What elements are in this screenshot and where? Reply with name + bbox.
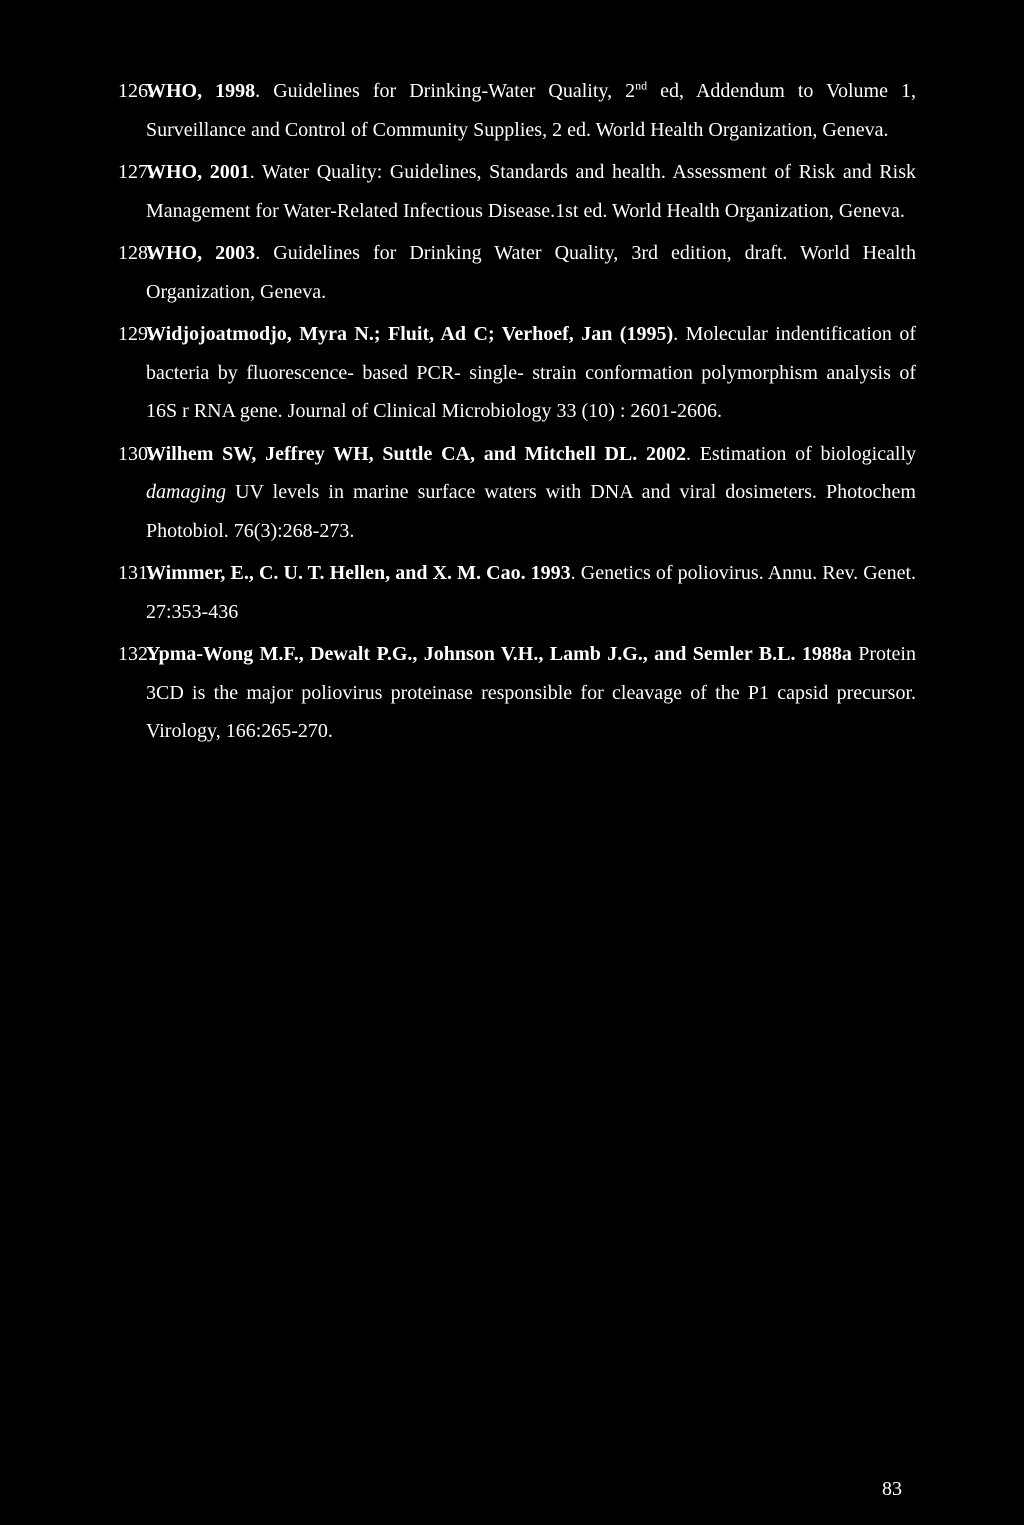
reference-number: 129.	[118, 323, 153, 345]
reference-text	[146, 234, 916, 311]
reference-title: . Estimation of biologically	[685, 442, 917, 465]
reference-authors: WHO, 1998	[146, 80, 256, 102]
reference-details: . Molecular indentification of bacteria by fluorescence- based PCR- single- strain conformation polymorphism analysis of 16S r RNA gene. Journal of Clinical Microbiology 33 (10) : 2601-2606.	[146, 323, 917, 422]
reference-title: . Guidelines for Drinking-Water Quality, 2	[255, 80, 636, 102]
reference-item-129	[118, 315, 917, 431]
reference-item-127	[118, 153, 916, 230]
reference-text	[146, 153, 916, 230]
reference-details: . Water Quality: Guidelines, Standards and health. Assessment of Risk and Risk Management for Water-Related Infectious Disease.1st ed. World Health Organization, Geneva.	[146, 161, 916, 222]
reference-number: 126.	[118, 80, 153, 102]
reference-authors: Wilhem SW, Jeffrey WH, Suttle CA, and Mitchell DL. 2002	[146, 442, 686, 465]
reference-italic-term: damaging	[146, 481, 226, 503]
reference-details: . Guidelines for Drinking Water Quality, 3rd edition, draft. World Health Organization, Geneva.	[146, 242, 916, 303]
reference-number: 128.	[118, 242, 153, 264]
reference-text	[146, 72, 916, 149]
reference-item-131	[118, 554, 916, 631]
reference-list	[118, 72, 917, 755]
reference-item-132	[118, 635, 916, 751]
reference-text	[146, 435, 916, 551]
reference-authors: WHO, 2001	[146, 161, 250, 183]
reference-number: 127.	[118, 161, 153, 183]
reference-item-128	[118, 234, 916, 311]
reference-authors: WHO, 2003	[146, 242, 256, 264]
reference-item-126	[118, 72, 916, 149]
reference-details: . Genetics of poliovirus. Annu. Rev. Genet. 27:353-436	[146, 562, 916, 623]
reference-number: 131.	[118, 562, 153, 584]
reference-authors: Ypma-Wong M.F., Dewalt P.G., Johnson V.H., Lamb J.G., and Semler B.L. 1988a	[146, 643, 852, 665]
reference-text	[146, 315, 916, 431]
reference-details: ed, Addendum to Volume 1, Surveillance and Control of Community Supplies, 2 ed. World Health Organization, Geneva.	[146, 80, 916, 141]
reference-text	[146, 635, 916, 751]
reference-text	[146, 554, 916, 631]
page-number: 83	[882, 1478, 902, 1500]
reference-authors: Wimmer, E., C. U. T. Hellen, and X. M. Cao. 1993	[146, 562, 571, 584]
reference-details: Protein 3CD is the major poliovirus proteinase responsible for cleavage of the P1 capsid precursor. Virology, 166:265-270.	[146, 643, 916, 742]
reference-number: 130.	[118, 442, 153, 465]
reference-superscript: nd	[635, 78, 648, 93]
reference-item-130	[118, 435, 917, 551]
reference-number: 132.	[118, 643, 153, 665]
reference-details: UV levels in marine surface waters with DNA and viral dosimeters. Photochem Photobiol. 76(3):268-273.	[146, 481, 916, 542]
reference-authors: Widjojoatmodjo, Myra N.; Fluit, Ad C; Verhoef, Jan (1995)	[146, 323, 674, 345]
